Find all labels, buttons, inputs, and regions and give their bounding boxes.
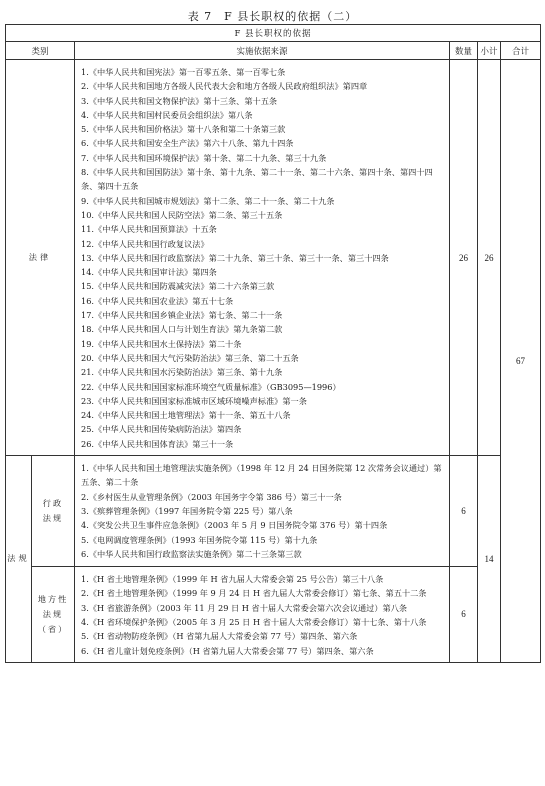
administrative-item: 3.《殡葬管理条例》（1997 年国务院令第 225 号）第八条 (81, 505, 293, 516)
law-item: 7.《中华人民共和国环境保护法》第十条、第二十九条、第三十九条 (81, 152, 327, 163)
administrative-count: 6 (450, 456, 478, 567)
table-title-row (6, 25, 541, 42)
law-item: 24.《中华人民共和国土地管理法》第十一条、第五十八条 (81, 410, 291, 421)
local-sources (75, 567, 450, 663)
law-item: 17.《中华人民共和国乡镇企业法》第七条、第二十一条 (81, 310, 283, 321)
local-regulation-label (32, 567, 75, 663)
administrative-regulation-row (6, 456, 541, 567)
local-item: 4.《H 省环境保护条例》（2005 年 3 月 25 日 H 省十届人大常委会修订）第十七条、第十八条 (81, 616, 427, 627)
local-item: 3.《H 省旅游条例》（2003 年 11 月 29 日 H 省十届人大常委会第六次会议通过）第八条 (81, 602, 408, 613)
law-category: 法律 (6, 60, 75, 456)
law-subtotal: 26 (478, 60, 501, 456)
administrative-label-line1: 行政 (42, 498, 64, 509)
local-item: 2.《H 省土地管理条例》（1999 年 9 月 24 日 H 省九届人大常委会修订）第七条、第五十二条 (81, 588, 427, 599)
law-item: 5.《中华人民共和国价格法》第十八条和第二十条第三款 (81, 124, 286, 135)
law-item: 14.《中华人民共和国审计法》第四条 (81, 267, 217, 278)
law-item: 4.《中华人民共和国村民委员会组织法》第八条 (81, 109, 253, 120)
local-item: 1.《H 省土地管理条例》（1999 年 H 省九届人大常委会第 25 号公告）第三十八条 (81, 574, 384, 585)
law-item: 25.《中华人民共和国传染病防治法》第四条 (81, 424, 242, 435)
law-item: 1.《中华人民共和国宪法》第一百零五条、第一百零七条 (81, 67, 286, 77)
table-caption: 表 7 F 县长职权的依据（二） (187, 10, 358, 23)
law-count: 26 (450, 60, 478, 456)
law-item: 2.《中华人民共和国地方各级人民代表大会和地方各级人民政府组织法》第四章 (81, 81, 368, 92)
law-item: 13.《中华人民共和国行政监察法》第二十九条、第三十条、第三十一条、第三十四条 (81, 252, 389, 263)
administrative-item: 5.《电网调度管理条例》（1993 年国务院令第 115 号）第十九条 (81, 534, 318, 545)
local-item-list (75, 567, 449, 662)
administrative-item-list (75, 456, 449, 566)
header-total: 合计 (501, 42, 541, 60)
header-subtotal: 小计 (478, 42, 501, 60)
regulation-subtotal: 14 (478, 456, 501, 663)
table-title: F 县长职权的依据 (6, 25, 541, 42)
local-item: 5.《H 省动物防疫条例》（H 省第九届人大常委会第 77 号）第四条、第六条 (81, 631, 358, 642)
law-item: 9.《中华人民共和国城市规划法》第十二条、第二十一条、第二十九条 (81, 195, 335, 206)
law-sources (75, 60, 450, 456)
local-item: 6.《H 省儿童计划免疫条例》（H 省第九届人大常委会第 77 号）第四条、第六条 (81, 645, 374, 656)
header-source: 实施依据来源 (75, 42, 450, 60)
law-item: 19.《中华人民共和国水土保持法》第二十条 (81, 338, 242, 349)
header-row (6, 42, 541, 60)
law-item: 21.《中华人民共和国水污染防治法》第三条、第十九条 (81, 367, 283, 378)
regulation-category: 法规 (6, 456, 32, 663)
law-row (6, 60, 541, 456)
law-item: 20.《中华人民共和国大气污染防治法》第三条、第二十五条 (81, 352, 299, 363)
local-label-line2: 法规 (42, 608, 64, 619)
administrative-sources (75, 456, 450, 567)
authority-basis-table (5, 24, 541, 663)
grand-total: 67 (501, 60, 541, 663)
administrative-item: 2.《乡村医生从业管理条例》（2003 年国务字令第 386 号）第三十一条 (81, 491, 342, 502)
law-item: 8.《中华人民共和国国防法》第十条、第十九条、第二十一条、第二十六条、第四十条、第四十四条、第四十五条 (81, 167, 433, 192)
administrative-item: 6.《中华人民共和国行政监察法实施条例》第二十三条第三款 (81, 548, 302, 559)
law-item: 11.《中华人民共和国预算法》十五条 (81, 224, 217, 235)
administrative-item: 4.《突发公共卫生事件应急条例》（2003 年 5 月 9 日国务院令第 376 号）第十四条 (81, 520, 388, 531)
law-item: 15.《中华人民共和国防震减灾法》第二十六条第三款 (81, 281, 275, 292)
header-count: 数量 (450, 42, 478, 60)
law-item: 3.《中华人民共和国文物保护法》第十三条、第十五条 (81, 95, 278, 106)
local-label-line3: （省） (37, 623, 69, 634)
header-category: 类别 (6, 42, 75, 60)
law-item: 12.《中华人民共和国行政复议法》 (81, 238, 209, 249)
local-count: 6 (450, 567, 478, 663)
local-regulation-row (6, 567, 541, 663)
law-item: 23.《中华人民共和国国家标准城市区域环境噪声标准》第一条 (81, 395, 307, 406)
law-item: 18.《中华人民共和国人口与计划生育法》第九条第二款 (81, 324, 283, 335)
administrative-item: 1.《中华人民共和国土地管理法实施条例》（1998 年 12 月 24 日国务院第 12 次常务会议通过）第五条、第二十条 (81, 463, 442, 488)
law-item: 22.《中华人民共和国国家标准环境空气质量标准》（GB3095—1996） (81, 381, 341, 392)
law-item: 16.《中华人民共和国农业法》第五十七条 (81, 295, 234, 306)
administrative-label-line2: 法规 (42, 513, 64, 524)
law-item: 10.《中华人民共和国人民防空法》第二条、第三十五条 (81, 209, 283, 220)
local-label-line1: 地方性 (37, 593, 69, 604)
law-item-list (75, 60, 449, 455)
law-item: 6.《中华人民共和国安全生产法》第六十八条、第九十四条 (81, 138, 294, 149)
law-item: 26.《中华人民共和国体育法》第三十一条 (81, 438, 234, 449)
administrative-regulation-label (32, 456, 75, 567)
